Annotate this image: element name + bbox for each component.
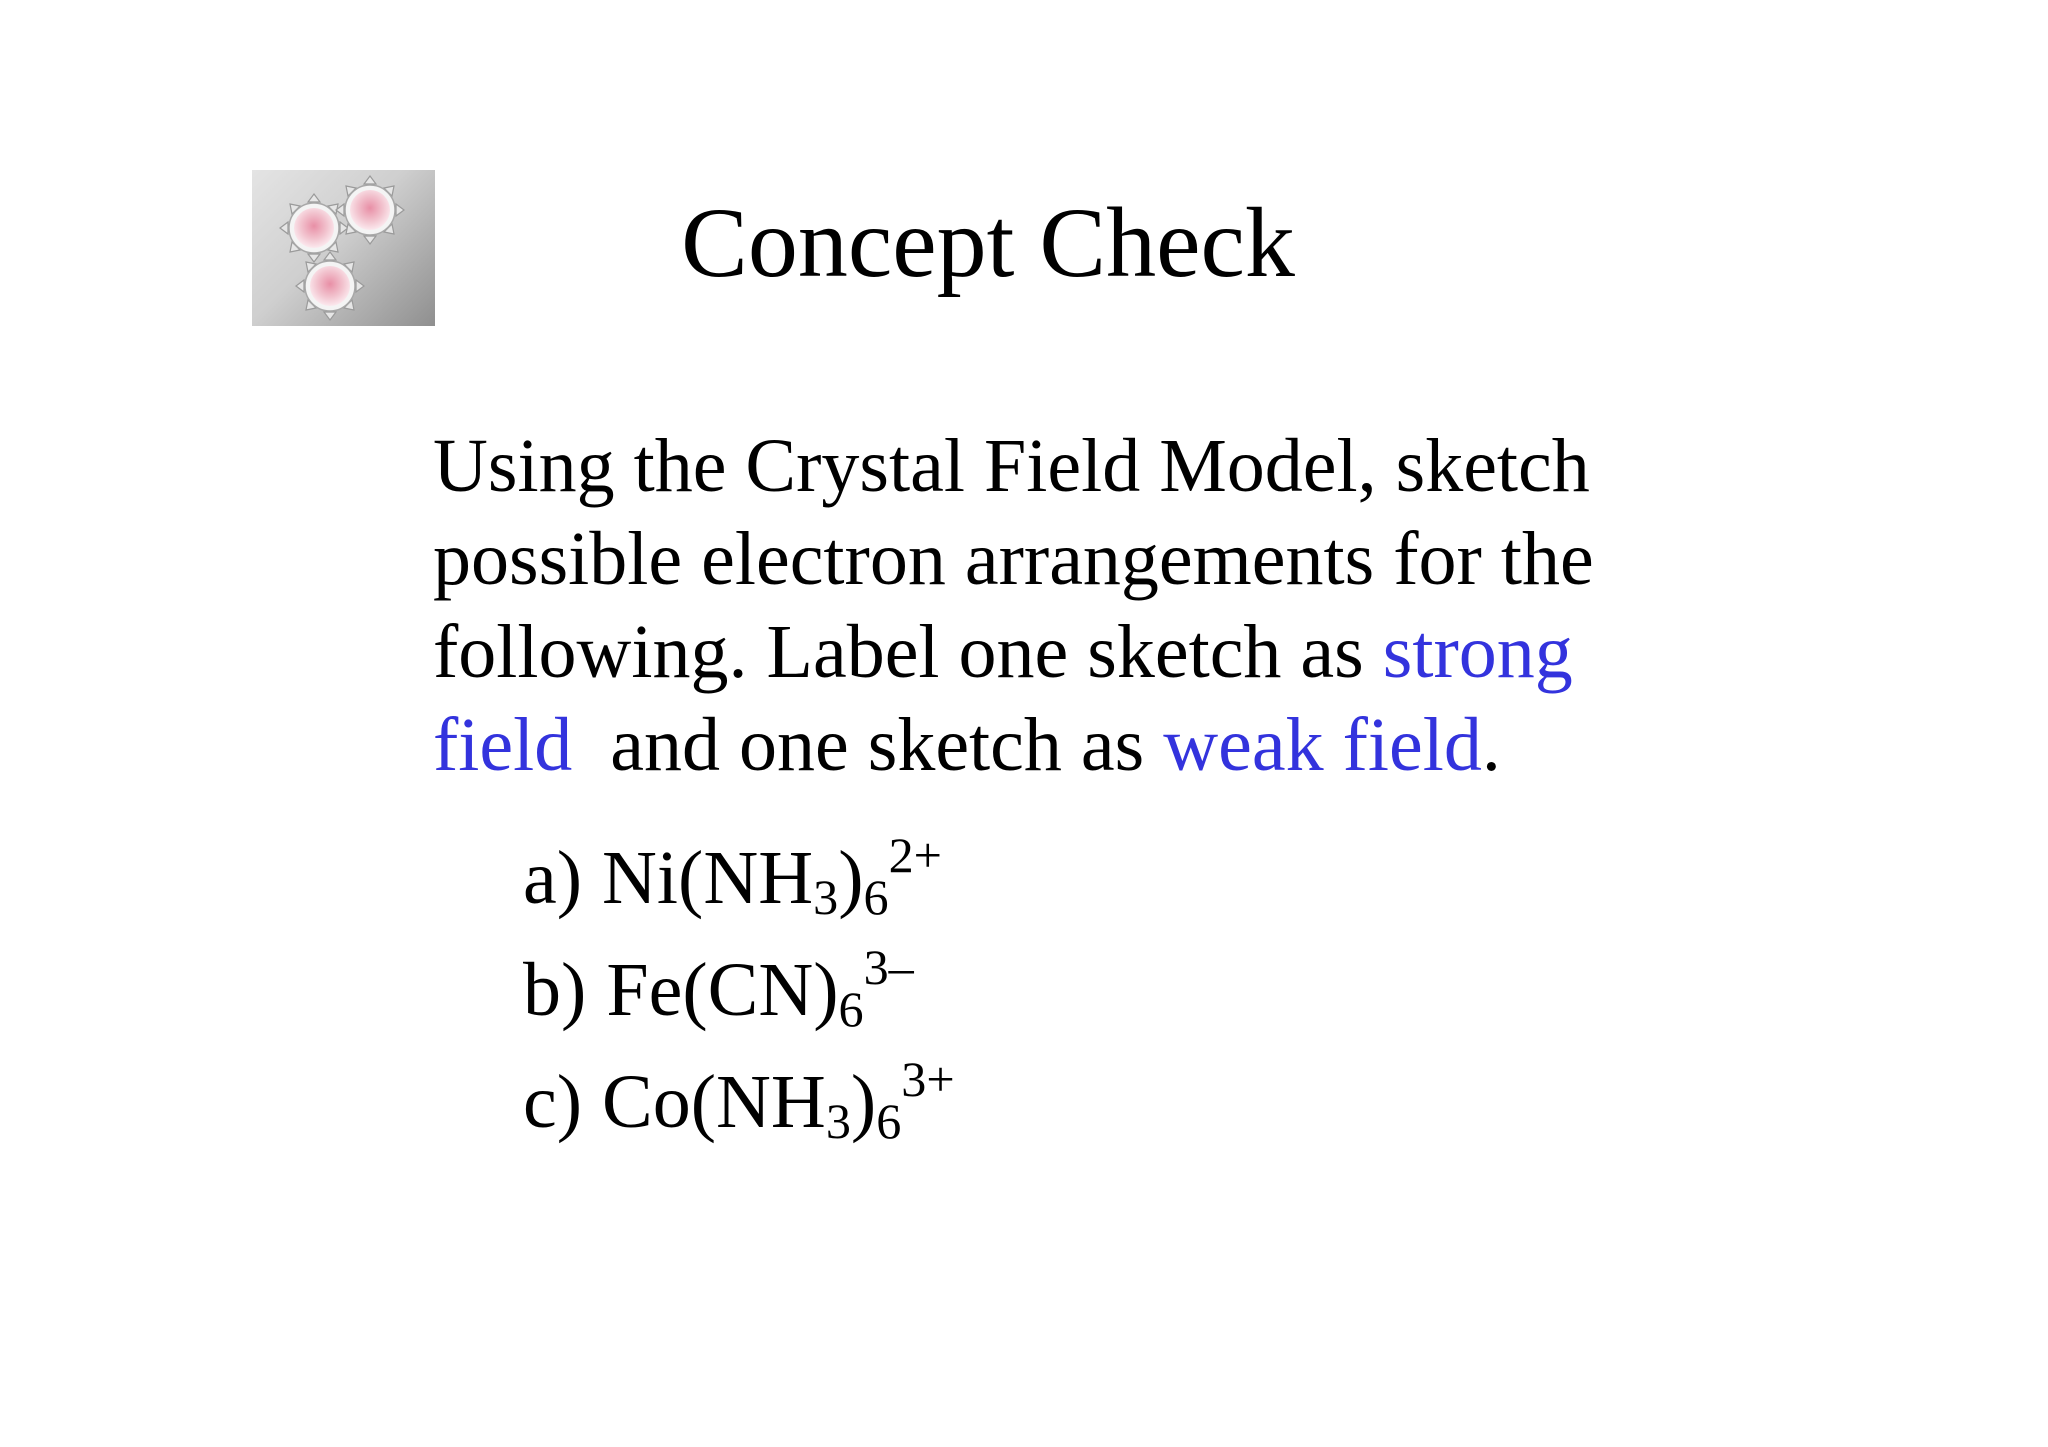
item-label: c) bbox=[523, 1060, 583, 1144]
weak-field-term: weak field bbox=[1163, 703, 1482, 787]
paragraph-line-3-text: following. Label one sketch as bbox=[433, 610, 1383, 694]
slide-title: Concept Check bbox=[681, 187, 1295, 298]
formula-subscript: 3 bbox=[813, 869, 839, 926]
item-label: b) bbox=[523, 948, 587, 1032]
formula-part: ) bbox=[838, 836, 864, 920]
paragraph-line-4-text: and one sketch as bbox=[572, 703, 1164, 787]
paragraph-line-4 bbox=[433, 699, 1693, 792]
formula-part: ) bbox=[850, 1060, 877, 1144]
formula-part: Co(NH bbox=[602, 1060, 826, 1144]
question-paragraph bbox=[433, 420, 1693, 792]
formula-part: Fe(CN) bbox=[606, 948, 839, 1032]
formula-charge: 3– bbox=[863, 938, 914, 995]
strong-field-term-part-1: strong bbox=[1382, 610, 1573, 694]
paragraph-line-3 bbox=[433, 606, 1693, 699]
item-label: a) bbox=[523, 836, 583, 920]
strong-field-term-part-2: field bbox=[433, 703, 573, 787]
complex-list bbox=[523, 822, 955, 1158]
list-item bbox=[523, 822, 955, 934]
formula-subscript: 6 bbox=[838, 981, 864, 1038]
paragraph-period: . bbox=[1481, 703, 1501, 787]
formula-subscript: 6 bbox=[876, 1093, 902, 1150]
list-item bbox=[523, 934, 955, 1046]
paragraph-line-1: Using the Crystal Field Model, sketch bbox=[433, 424, 1590, 508]
list-item bbox=[523, 1046, 955, 1158]
formula-charge: 3+ bbox=[901, 1050, 955, 1107]
formula-subscript: 3 bbox=[825, 1093, 851, 1150]
formula-part: Ni(NH bbox=[602, 836, 814, 920]
formula-charge: 2+ bbox=[888, 826, 942, 883]
formula-subscript: 6 bbox=[863, 869, 889, 926]
paragraph-line-2: possible electron arrangements for the bbox=[433, 517, 1594, 601]
